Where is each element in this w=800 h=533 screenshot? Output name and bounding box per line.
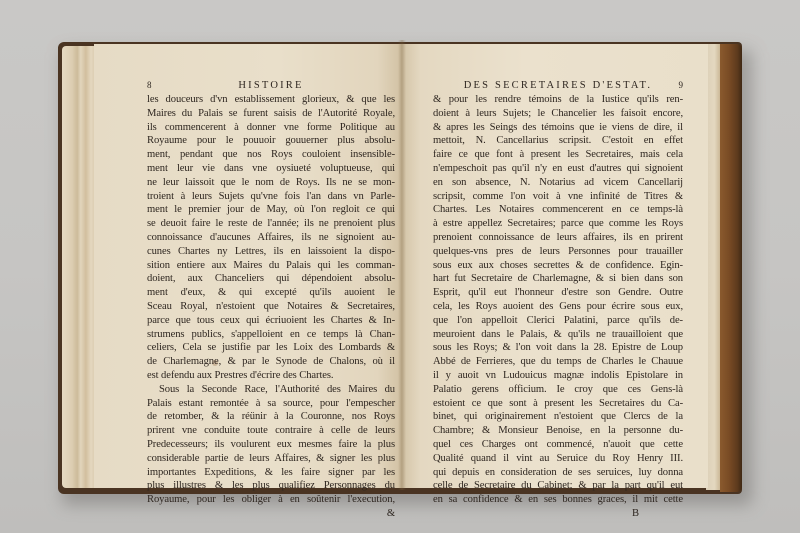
right-running-title: DES SECRETAIRES D'ESTAT. bbox=[463, 80, 653, 91]
text-line: Esprit, qu'il eut l'honneur d'estre son Gendre. Outre bbox=[433, 287, 683, 299]
right-page-number: 9 bbox=[678, 80, 683, 90]
book-gutter bbox=[398, 40, 406, 490]
right-page-block-edge bbox=[706, 44, 720, 490]
text-line: parce que tous ceux qui écriuoient les Chartes & In- bbox=[147, 314, 395, 326]
text-line: Sous la Seconde Race, l'Authorité des Maires du bbox=[159, 383, 395, 395]
text-line: de retomber, & la réünir à la Couronne, nos Roys bbox=[147, 411, 395, 423]
text-line: que l'on appelloit Clerici Palatini, parce qu'ils de- bbox=[433, 314, 683, 326]
text-line: & apres les Seings des témoins que ie viens de dire, il bbox=[433, 121, 683, 133]
text-line: Chartes. Les Notaires commencerent en ce temps-là bbox=[433, 204, 683, 216]
text-line: celiers, Cela se justifie par les Loix des Lombards & bbox=[147, 342, 395, 354]
left-running-head bbox=[147, 79, 395, 93]
text-line: Palatio gerens officium. Ie croy que ces Gens-là bbox=[433, 383, 683, 395]
text-line: cunes Chartes ny Lettres, ils en laissoient la dispo- bbox=[147, 245, 395, 257]
text-line: il y auoit vn Ludouicus magnæ indolis Epistolare in bbox=[433, 369, 683, 381]
left-running-title: HISTOIRE bbox=[238, 80, 304, 91]
text-line: scripsit, comme l'on voit à vne infinité de Titres & bbox=[433, 190, 683, 202]
text-line: Predecesseurs; ils voulurent eux mesmes faire la plus bbox=[147, 438, 395, 450]
text-line: en son absence, N. Notarius ad vicem Cancellarij bbox=[433, 176, 683, 188]
text-line: prenoient connoissance de leurs affaires, ils en prirent bbox=[433, 231, 683, 243]
text-line: de Charlemagne, & par le Synode de Chalons, où il bbox=[147, 356, 395, 368]
text-line: Qualité quand il vint au Seruice du Roy Henry III. bbox=[433, 452, 683, 464]
text-line: Abbé de Ferrieres, que du temps de Charles le Chauue bbox=[433, 356, 683, 368]
text-line: & pour les rendre témoins de la Iustice qu'ils ren- bbox=[433, 94, 683, 105]
text-line: celle de Secretaire du Cabinet; & par la part qu'il eut bbox=[433, 480, 683, 492]
text-line: Maires du Palais se furent saisis de l'Autorité Royale, bbox=[147, 107, 395, 119]
text-line: ment le premier jour de May, où l'on regloit ce qui bbox=[147, 204, 395, 216]
text-line: à estre appellez Secretaires; parce que comme les Roys bbox=[433, 218, 683, 230]
text-line: Sceau Royal, n'estoient que Notaires & Secretaires, bbox=[147, 300, 395, 312]
text-line: ment leur vie dans vne oysiueté voluptueuse, qui bbox=[147, 162, 395, 174]
text-line: n'empeschoit pas qu'il n'y en eust d'autres qui signoient bbox=[433, 162, 683, 174]
left-page-text bbox=[147, 79, 395, 521]
text-line: considerable partie de leurs Affaires, & signer les plus bbox=[147, 452, 395, 464]
left-page-number: 8 bbox=[147, 80, 152, 90]
text-line: estoient ce que sont à present les Secretaires du Ca- bbox=[433, 397, 683, 409]
text-line: binet, qui originairement n'estoient que Clercs de la bbox=[433, 411, 683, 423]
text-line: Royaume pour le pouuoir gouuerner plus absolu- bbox=[147, 135, 395, 147]
book-binding-edge bbox=[720, 44, 742, 492]
left-page-block-edge bbox=[62, 46, 96, 488]
right-running-head bbox=[433, 79, 683, 93]
text-line: sition entiere aux Maires du Palais qui les comman- bbox=[147, 259, 395, 271]
right-page-text bbox=[433, 79, 683, 521]
text-line: quelques-vns pres de leurs Personnes pour trauailler bbox=[433, 245, 683, 257]
text-line: strumens publics, s'appelloient en ce temps là Chan- bbox=[147, 328, 395, 340]
text-line: troient à leurs Sujets qu'vne fois l'an dans vn Parle- bbox=[147, 190, 395, 202]
text-line: quel ces Charges ont commencé, n'auoit que cette bbox=[433, 438, 683, 450]
text-line: doient à leurs Sujets; le Chancelier les faisoit encore, bbox=[433, 107, 683, 119]
text-line: meuroient dans le Palais, & qu'ils ne trauailloient que bbox=[433, 328, 683, 340]
text-line: sous les Roys; & l'on voit dans la 28. Epistre de Loup bbox=[433, 342, 683, 354]
text-line: qui depuis en consideration de ses seruices, luy donna bbox=[433, 466, 683, 478]
text-line: Royaume, pour les obliger à en soûtenir l'execution, bbox=[147, 494, 395, 506]
text-line: ment, pendant que nos Roys couloient insensible- bbox=[147, 149, 395, 161]
text-line: se deuoit faire le reste de l'année; ils ne prenoient plus bbox=[147, 218, 395, 230]
text-line: mettoit, N. Cancellarius scripsit. C'estoit en effet bbox=[433, 135, 683, 147]
text-line: plus illustres & les plus qualifiez Personnages du bbox=[147, 480, 395, 492]
catchword: & bbox=[386, 507, 395, 519]
text-line: connoissance d'aucunes Affaires, ils ne signoient au- bbox=[147, 231, 395, 243]
text-line: ment d'eux, & qui excepté qu'ils auoient le bbox=[147, 287, 395, 299]
text-line: faire ce que font à present les Secretaires, mais cela bbox=[433, 149, 683, 161]
text-line: ils commencerent à donner vne forme Politique au bbox=[147, 121, 395, 133]
text-line: prirent vne conduite toute contraire à celle de leurs bbox=[147, 425, 395, 437]
text-line: en sa confidence & en ses bonnes graces, il mit cette bbox=[433, 494, 683, 506]
text-line: cela, les Roys auoient des Gens pour écrire sous eux, bbox=[433, 300, 683, 312]
text-line: sous eux aux choses secrettes & de confidence. Egin- bbox=[433, 259, 683, 271]
text-line: importantes Expeditions, & les faire signer par les bbox=[147, 466, 395, 478]
text-line: Palais estant remontée à sa source, pour l'empescher bbox=[147, 397, 395, 409]
signature-mark: B bbox=[632, 507, 639, 519]
text-line: ne leur laissoit que le nom de Roys. Ils ne se mon- bbox=[147, 176, 395, 188]
text-line: doient, aux Chanceliers qui dépendoient absolu- bbox=[147, 273, 395, 285]
text-line: hart fut Secretaire de Charlemagne, & si bien dans son bbox=[433, 273, 683, 285]
text-line: les douceurs d'vn establissement glorieux, & que les bbox=[147, 94, 395, 105]
text-line: est defendu aux Prestres d'écrire des Chartes. bbox=[147, 369, 334, 381]
text-line: Chambre; & Monsieur Benoise, en la personne du- bbox=[433, 425, 683, 437]
